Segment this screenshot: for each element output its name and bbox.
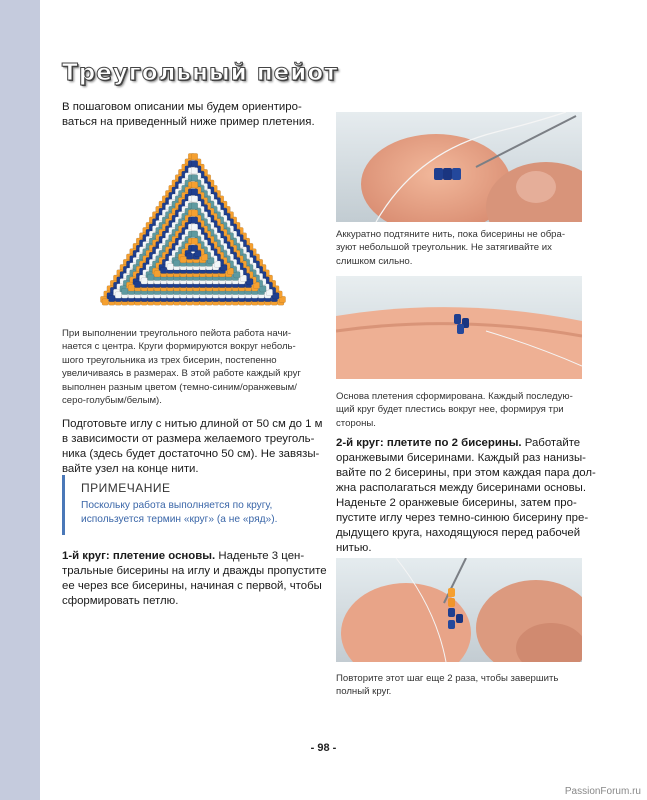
round1-text: 1-й круг: плетение основы. Наденьте 3 цен- тральные бисерины на иглу и дважды пропустите ее через все бисерины, начиная с первой, чтобы сформировать петлю. — [62, 550, 327, 607]
bead — [191, 196, 197, 202]
intro-line: В пошаговом описании мы будем ориентиро- — [62, 101, 302, 113]
bead — [141, 278, 147, 284]
photo-step3 — [336, 558, 582, 662]
bead — [161, 267, 167, 273]
bead — [191, 153, 197, 159]
bead — [191, 182, 197, 188]
bead — [148, 274, 154, 280]
page-sidebar-strip — [0, 0, 40, 800]
prepare-text: Подготовьте иглу с нитью длиной от 50 см до 1 м в зависимости от размера желаемого треуголь- ника (здесь будет достаточно 50 см). Не завязы- вайте узел на конце нити. — [62, 418, 323, 475]
caption-photo2: Основа плетения сформирована. Каждый последую- щий круг будет плестись вокруг нее, формируя три стороны. — [336, 391, 573, 429]
bead — [191, 189, 197, 195]
photo-step2 — [336, 276, 582, 379]
bead — [191, 161, 197, 167]
note-heading: ПРИМЕЧАНИЕ — [81, 481, 171, 495]
page-title: Треугольный пейот — [62, 60, 339, 86]
note-text: Поскольку работа выполняется по кругу, используется термин «круг» (а не «ряд»). — [81, 500, 278, 525]
bead — [167, 264, 173, 270]
bead — [154, 271, 160, 277]
bead — [122, 288, 128, 294]
intro-text — [62, 100, 322, 130]
bead — [109, 295, 115, 301]
bead — [191, 231, 197, 237]
caption-photo1: Аккуратно подтяните нить, пока бисерины не обра- зуют небольшой треугольник. Не затягивайте их слишком сильно. — [336, 229, 566, 267]
bead — [191, 168, 197, 174]
round1-label: 1-й круг: плетение основы. — [62, 550, 216, 562]
bead — [191, 245, 197, 251]
beaded-triangle-graphic — [98, 150, 288, 310]
bead — [191, 238, 197, 244]
bead — [191, 210, 197, 216]
watermark: PassionForum.ru — [564, 786, 641, 797]
bead — [187, 253, 193, 259]
round2-label: 2-й круг: плетите по 2 бисерины. — [336, 437, 522, 449]
photo-step1 — [336, 112, 582, 222]
bead — [191, 224, 197, 230]
bead — [191, 203, 197, 209]
beaded-triangle-image — [98, 150, 288, 310]
bead — [135, 281, 141, 287]
bead — [191, 175, 197, 181]
caption-photo3: Повторите этот шаг еще 2 раза, чтобы завершить полный круг. — [336, 673, 559, 698]
bead — [128, 285, 134, 291]
page-number: - 98 - — [310, 742, 337, 754]
bead — [102, 299, 108, 305]
bead — [115, 292, 121, 298]
caption-main: При выполнении треугольного пейота работа начи- нается с центра. Круги формируются вокруг неболь- шого треугольника из трех бисерин, постепенно увеличиваясь в размерах. В этой работе каждый круг выполнен разным цветом (темно-синим/оранжевым/ серо-голубым/белым). — [62, 328, 301, 407]
bead — [191, 217, 197, 223]
intro-line: ваться на приведенный ниже пример плетения. — [62, 116, 315, 128]
round2-text: 2-й круг: плетите по 2 бисерины. Работайте оранжевыми бисеринами. Каждый раз нанизы- вайте по 2 бисерины, при этом каждая пара дол- жна располагаться между бисеринами основы. Наденьте 2 оранжевые бисерины, затем про- пустите иглу через темно-синюю бисерину пре- дыдущего круга, находящуюся перед рабочей нитью. — [336, 437, 596, 554]
note-box — [62, 475, 321, 535]
bead — [174, 260, 180, 266]
bead — [180, 257, 186, 263]
